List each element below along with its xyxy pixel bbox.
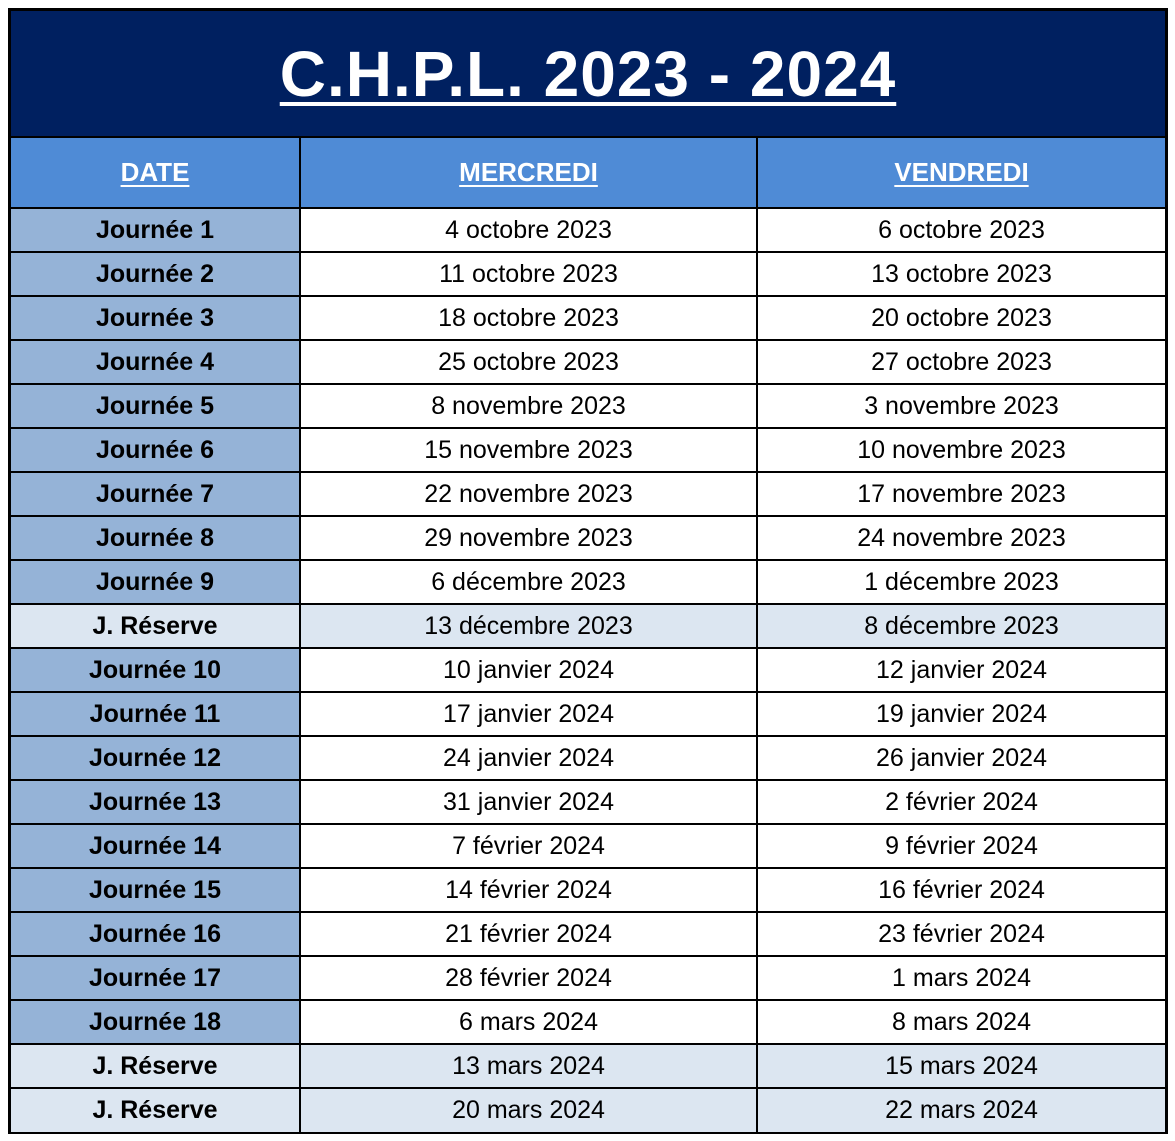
table-row [11, 824, 1165, 868]
row-label: Journée 3 [11, 296, 300, 340]
table-row [11, 208, 1165, 252]
vendredi-date-cell: 24 novembre 2023 [757, 516, 1165, 560]
mercredi-date-cell: 24 janvier 2024 [300, 736, 757, 780]
mercredi-date-cell: 21 février 2024 [300, 912, 757, 956]
vendredi-date-cell: 1 décembre 2023 [757, 560, 1165, 604]
row-label: Journée 11 [11, 692, 300, 736]
vendredi-date-cell: 10 novembre 2023 [757, 428, 1165, 472]
row-label: J. Réserve [11, 1088, 300, 1132]
vendredi-date-cell: 1 mars 2024 [757, 956, 1165, 1000]
row-label: Journée 7 [11, 472, 300, 516]
row-label: Journée 8 [11, 516, 300, 560]
table-row [11, 1088, 1165, 1132]
schedule-body [11, 208, 1165, 1132]
row-label: Journée 18 [11, 1000, 300, 1044]
vendredi-date-cell: 23 février 2024 [757, 912, 1165, 956]
table-row [11, 252, 1165, 296]
vendredi-date-cell: 8 décembre 2023 [757, 604, 1165, 648]
mercredi-date-cell: 6 décembre 2023 [300, 560, 757, 604]
row-label: Journée 15 [11, 868, 300, 912]
row-label: J. Réserve [11, 1044, 300, 1088]
column-header-vendredi: VENDREDI [757, 138, 1165, 208]
table-row [11, 692, 1165, 736]
table-row [11, 560, 1165, 604]
mercredi-date-cell: 25 octobre 2023 [300, 340, 757, 384]
row-label: Journée 5 [11, 384, 300, 428]
schedule-table [11, 138, 1165, 1132]
mercredi-date-cell: 6 mars 2024 [300, 1000, 757, 1044]
column-header-mercredi: MERCREDI [300, 138, 757, 208]
mercredi-date-cell: 13 mars 2024 [300, 1044, 757, 1088]
mercredi-date-cell: 18 octobre 2023 [300, 296, 757, 340]
mercredi-date-cell: 11 octobre 2023 [300, 252, 757, 296]
table-row [11, 912, 1165, 956]
row-label: J. Réserve [11, 604, 300, 648]
mercredi-date-cell: 8 novembre 2023 [300, 384, 757, 428]
mercredi-date-cell: 15 novembre 2023 [300, 428, 757, 472]
header-row [11, 138, 1165, 208]
row-label: Journée 9 [11, 560, 300, 604]
table-row [11, 384, 1165, 428]
table-row [11, 428, 1165, 472]
vendredi-date-cell: 3 novembre 2023 [757, 384, 1165, 428]
vendredi-date-cell: 8 mars 2024 [757, 1000, 1165, 1044]
title-banner [11, 11, 1165, 138]
mercredi-date-cell: 7 février 2024 [300, 824, 757, 868]
row-label: Journée 17 [11, 956, 300, 1000]
mercredi-date-cell: 14 février 2024 [300, 868, 757, 912]
table-row [11, 1000, 1165, 1044]
row-label: Journée 1 [11, 208, 300, 252]
table-row [11, 604, 1165, 648]
vendredi-date-cell: 20 octobre 2023 [757, 296, 1165, 340]
row-label: Journée 4 [11, 340, 300, 384]
row-label: Journée 14 [11, 824, 300, 868]
column-header-date: DATE [11, 138, 300, 208]
table-row [11, 956, 1165, 1000]
mercredi-date-cell: 31 janvier 2024 [300, 780, 757, 824]
table-row [11, 868, 1165, 912]
table-row [11, 296, 1165, 340]
mercredi-date-cell: 22 novembre 2023 [300, 472, 757, 516]
table-row [11, 1044, 1165, 1088]
table-row [11, 472, 1165, 516]
row-label: Journée 16 [11, 912, 300, 956]
row-label: Journée 2 [11, 252, 300, 296]
table-row [11, 340, 1165, 384]
mercredi-date-cell: 20 mars 2024 [300, 1088, 757, 1132]
mercredi-date-cell: 28 février 2024 [300, 956, 757, 1000]
vendredi-date-cell: 13 octobre 2023 [757, 252, 1165, 296]
table-row [11, 516, 1165, 560]
vendredi-date-cell: 16 février 2024 [757, 868, 1165, 912]
vendredi-date-cell: 17 novembre 2023 [757, 472, 1165, 516]
row-label: Journée 12 [11, 736, 300, 780]
row-label: Journée 6 [11, 428, 300, 472]
vendredi-date-cell: 9 février 2024 [757, 824, 1165, 868]
table-row [11, 780, 1165, 824]
vendredi-date-cell: 26 janvier 2024 [757, 736, 1165, 780]
mercredi-date-cell: 10 janvier 2024 [300, 648, 757, 692]
vendredi-date-cell: 15 mars 2024 [757, 1044, 1165, 1088]
table-row [11, 648, 1165, 692]
row-label: Journée 13 [11, 780, 300, 824]
vendredi-date-cell: 19 janvier 2024 [757, 692, 1165, 736]
vendredi-date-cell: 12 janvier 2024 [757, 648, 1165, 692]
vendredi-date-cell: 22 mars 2024 [757, 1088, 1165, 1132]
page-title: C.H.P.L. 2023 - 2024 [279, 37, 897, 110]
table-row [11, 736, 1165, 780]
mercredi-date-cell: 4 octobre 2023 [300, 208, 757, 252]
vendredi-date-cell: 27 octobre 2023 [757, 340, 1165, 384]
row-label: Journée 10 [11, 648, 300, 692]
mercredi-date-cell: 17 janvier 2024 [300, 692, 757, 736]
vendredi-date-cell: 2 février 2024 [757, 780, 1165, 824]
vendredi-date-cell: 6 octobre 2023 [757, 208, 1165, 252]
mercredi-date-cell: 13 décembre 2023 [300, 604, 757, 648]
schedule-sheet [8, 8, 1168, 1134]
mercredi-date-cell: 29 novembre 2023 [300, 516, 757, 560]
